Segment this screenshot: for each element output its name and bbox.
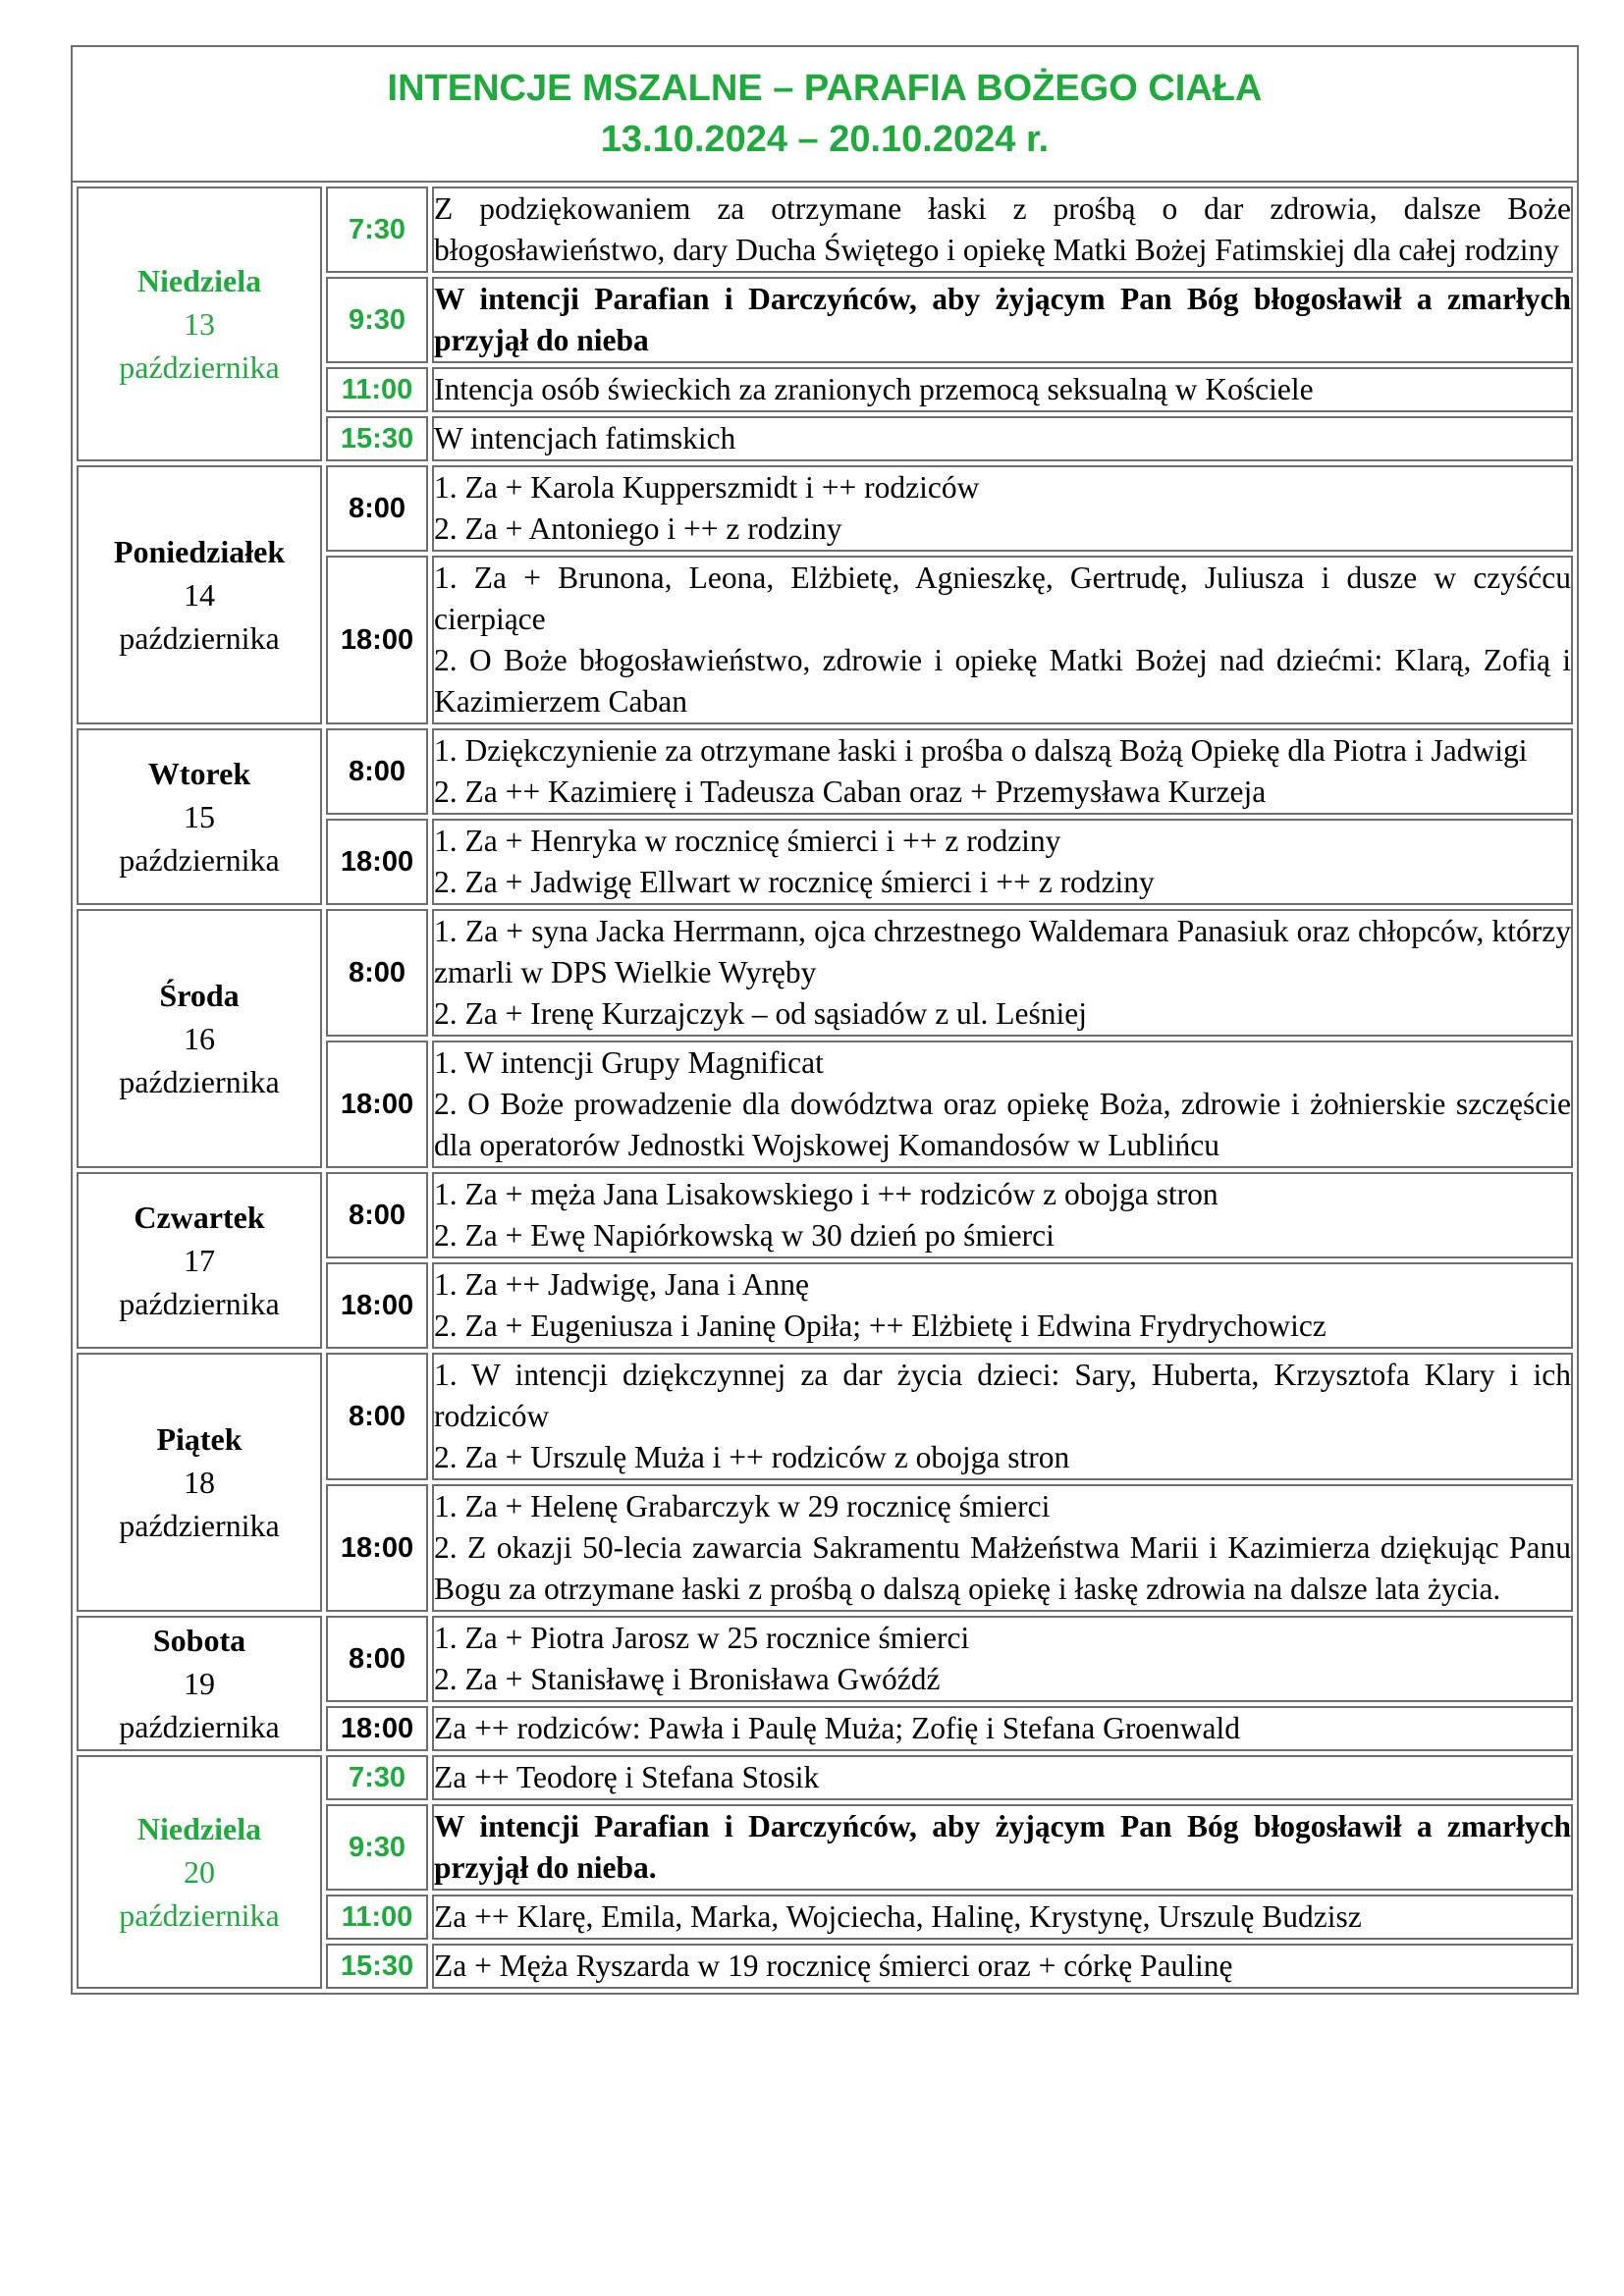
intention-line: 2. Za + Stanisławę i Bronisława Gwóźdź	[434, 1662, 941, 1696]
mass-row	[77, 187, 1573, 273]
mass-time: 18:00	[326, 1706, 428, 1751]
intention-line: 1. Za ++ Jadwigę, Jana i Annę	[434, 1267, 809, 1302]
month-name: października	[119, 1508, 280, 1543]
mass-intention	[432, 187, 1573, 273]
day-cell	[77, 728, 322, 905]
mass-intention	[432, 1895, 1573, 1940]
day-cell	[77, 1172, 322, 1349]
day-cell	[77, 187, 322, 461]
intention-line: W intencji Parafian i Darczyńców, aby żyjącym Pan Bóg błogosławił a zmarłych przyjął do nieba.	[434, 1809, 1571, 1885]
mass-intention	[432, 1944, 1573, 1989]
mass-row	[77, 1353, 1573, 1480]
mass-schedule-table	[73, 183, 1577, 1993]
date-range: 13.10.2024 – 20.10.2024 r.	[600, 119, 1050, 160]
mass-intention	[432, 1262, 1573, 1349]
intention-line: 1. Za + Piotra Jarosz w 25 rocznice śmierci	[434, 1621, 970, 1655]
mass-time: 11:00	[326, 367, 428, 412]
day-number: 16	[184, 1021, 215, 1056]
month-name: października	[119, 842, 280, 878]
mass-row	[77, 1755, 1573, 1800]
mass-intention	[432, 465, 1573, 552]
mass-row	[77, 728, 1573, 815]
mass-intention	[432, 556, 1573, 724]
page-title: INTENCJE MSZALNE – PARAFIA BOŻEGO CIAŁA	[387, 68, 1263, 109]
mass-time: 18:00	[326, 1262, 428, 1349]
intention-line: Intencja osób świeckich za zranionych przemocą seksualną w Kościele	[434, 372, 1314, 406]
day-name: Czwartek	[134, 1200, 265, 1235]
mass-time: 11:00	[326, 1895, 428, 1940]
mass-time: 15:30	[326, 416, 428, 461]
mass-time: 15:30	[326, 1944, 428, 1989]
day-number: 19	[184, 1666, 215, 1701]
intention-line: 2. O Boże błogosławieństwo, zdrowie i opiekę Matki Bożej nad dziećmi: Klarą, Zofią i Kazimierzem Caban	[434, 643, 1571, 719]
mass-intention	[432, 1804, 1573, 1891]
intention-line: 2. Za + Irenę Kurzajczyk – od sąsiadów z ul. Leśniej	[434, 996, 1088, 1031]
day-cell	[77, 909, 322, 1168]
day-name: Środa	[159, 978, 240, 1013]
mass-time: 18:00	[326, 1041, 428, 1168]
intention-line: 1. Za + Henryka w rocznicę śmierci i ++ z rodziny	[434, 824, 1061, 858]
mass-time: 18:00	[326, 1484, 428, 1612]
page-header	[73, 47, 1577, 183]
mass-row	[77, 1616, 1573, 1702]
mass-intention	[432, 909, 1573, 1037]
intention-line: 1. Za + męża Jana Lisakowskiego i ++ rodziców z obojga stron	[434, 1177, 1218, 1211]
month-name: października	[119, 1709, 280, 1744]
day-number: 14	[184, 577, 215, 613]
mass-time: 7:30	[326, 1755, 428, 1800]
mass-time: 18:00	[326, 556, 428, 724]
day-name: Niedziela	[136, 263, 262, 298]
mass-row	[77, 465, 1573, 552]
month-name: października	[119, 1064, 280, 1099]
intention-line: Z podziękowaniem za otrzymane łaski z prośbą o dar zdrowia, dalsze Boże błogosławieństwo, dary Ducha Świętego i opiekę Matki Bożej Fatimskiej dla całej rodziny	[434, 191, 1571, 267]
day-name: Wtorek	[147, 756, 251, 791]
mass-intention	[432, 367, 1573, 412]
intention-line: 1. Za + Karola Kupperszmidt i ++ rodziców	[434, 470, 980, 505]
mass-time: 8:00	[326, 1616, 428, 1702]
mass-intention	[432, 1706, 1573, 1751]
mass-intention	[432, 1755, 1573, 1800]
intention-line: 1. W intencji Grupy Magnificat	[434, 1045, 824, 1080]
intention-line: W intencji Parafian i Darczyńców, aby żyjącym Pan Bóg błogosławił a zmarłych przyjął do nieba	[434, 282, 1571, 357]
intentions-sheet	[71, 45, 1579, 1995]
mass-time: 8:00	[326, 909, 428, 1037]
day-cell	[77, 1353, 322, 1612]
intention-line: 2. O Boże prowadzenie dla dowództwa oraz opiekę Boża, zdrowie i żołnierskie szczęście dla operatorów Jednostki Wojskowej Komandosów w Lublińcu	[434, 1087, 1571, 1162]
day-name: Niedziela	[136, 1811, 262, 1846]
day-name: Poniedziałek	[113, 534, 286, 569]
intention-line: 2. Z okazji 50-lecia zawarcia Sakramentu Małżeństwa Marii i Kazimierza dziękując Panu Bogu za otrzymane łaski z prośbą o dalszą opiekę i łaskę zdrowia na dalsze lata życia.	[434, 1530, 1571, 1606]
intention-line: Za ++ Klarę, Emila, Marka, Wojciecha, Halinę, Krystynę, Urszulę Budzisz	[434, 1899, 1362, 1934]
mass-intention	[432, 1484, 1573, 1612]
mass-time: 18:00	[326, 819, 428, 905]
day-name: Sobota	[152, 1623, 246, 1658]
day-number: 13	[184, 306, 215, 342]
intention-line: 2. Za + Ewę Napiórkowską w 30 dzień po śmierci	[434, 1218, 1055, 1253]
intention-line: Za + Męża Ryszarda w 19 rocznicę śmierci oraz + córkę Paulinę	[434, 1949, 1233, 1983]
mass-intention	[432, 277, 1573, 363]
mass-time: 7:30	[326, 187, 428, 273]
mass-intention	[432, 1353, 1573, 1480]
mass-time: 8:00	[326, 465, 428, 552]
intention-line: 2. Za + Antoniego i ++ z rodziny	[434, 511, 842, 546]
intention-line: 2. Za + Urszulę Muża i ++ rodziców z obojga stron	[434, 1440, 1070, 1474]
mass-intention	[432, 1616, 1573, 1702]
intention-line: 2. Za + Eugeniusza i Janinę Opiła; ++ Elżbietę i Edwina Frydrychowicz	[434, 1308, 1326, 1343]
mass-row	[77, 1172, 1573, 1258]
month-name: października	[119, 349, 280, 385]
day-number: 15	[184, 799, 215, 834]
intention-line: 2. Za + Jadwigę Ellwart w rocznicę śmierci i ++ z rodziny	[434, 865, 1155, 899]
day-number: 20	[184, 1854, 215, 1890]
day-number: 18	[184, 1465, 215, 1500]
mass-time: 8:00	[326, 1172, 428, 1258]
intention-line: 1. Za + syna Jacka Herrmann, ojca chrzestnego Waldemara Panasiuk oraz chłopców, którzy zmarli w DPS Wielkie Wyręby	[434, 914, 1571, 989]
day-cell	[77, 465, 322, 724]
mass-time: 9:30	[326, 1804, 428, 1891]
day-name: Piątek	[156, 1421, 243, 1457]
intention-line: 1. Dziękczynienie za otrzymane łaski i prośba o dalszą Bożą Opiekę dla Piotra i Jadwigi	[434, 733, 1528, 768]
mass-intention	[432, 1041, 1573, 1168]
intention-line: 1. Za + Helenę Grabarczyk w 29 rocznicę śmierci	[434, 1489, 1051, 1523]
intention-line: W intencjach fatimskich	[434, 421, 736, 455]
mass-intention	[432, 728, 1573, 815]
intention-line: 1. W intencji dziękczynnej za dar życia dzieci: Sary, Huberta, Krzysztofa Klary i ich rodziców	[434, 1358, 1571, 1433]
day-cell	[77, 1755, 322, 1989]
intention-line: 1. Za + Brunona, Leona, Elżbietę, Agnieszkę, Gertrudę, Juliusza i dusze w czyśćcu cierpiące	[434, 561, 1571, 636]
mass-intention	[432, 819, 1573, 905]
intention-line: Za ++ rodziców: Pawła i Paulę Muża; Zofię i Stefana Groenwald	[434, 1711, 1241, 1745]
month-name: października	[119, 1897, 280, 1933]
mass-intention	[432, 1172, 1573, 1258]
day-cell	[77, 1616, 322, 1751]
month-name: października	[119, 620, 280, 656]
month-name: października	[119, 1286, 280, 1321]
mass-intention	[432, 416, 1573, 461]
mass-time: 8:00	[326, 1353, 428, 1480]
intention-line: 2. Za ++ Kazimierę i Tadeusza Caban oraz + Przemysława Kurzeja	[434, 774, 1267, 809]
intention-line: Za ++ Teodorę i Stefana Stosik	[434, 1760, 820, 1794]
day-number: 17	[184, 1243, 215, 1278]
mass-time: 9:30	[326, 277, 428, 363]
mass-row	[77, 909, 1573, 1037]
mass-time: 8:00	[326, 728, 428, 815]
